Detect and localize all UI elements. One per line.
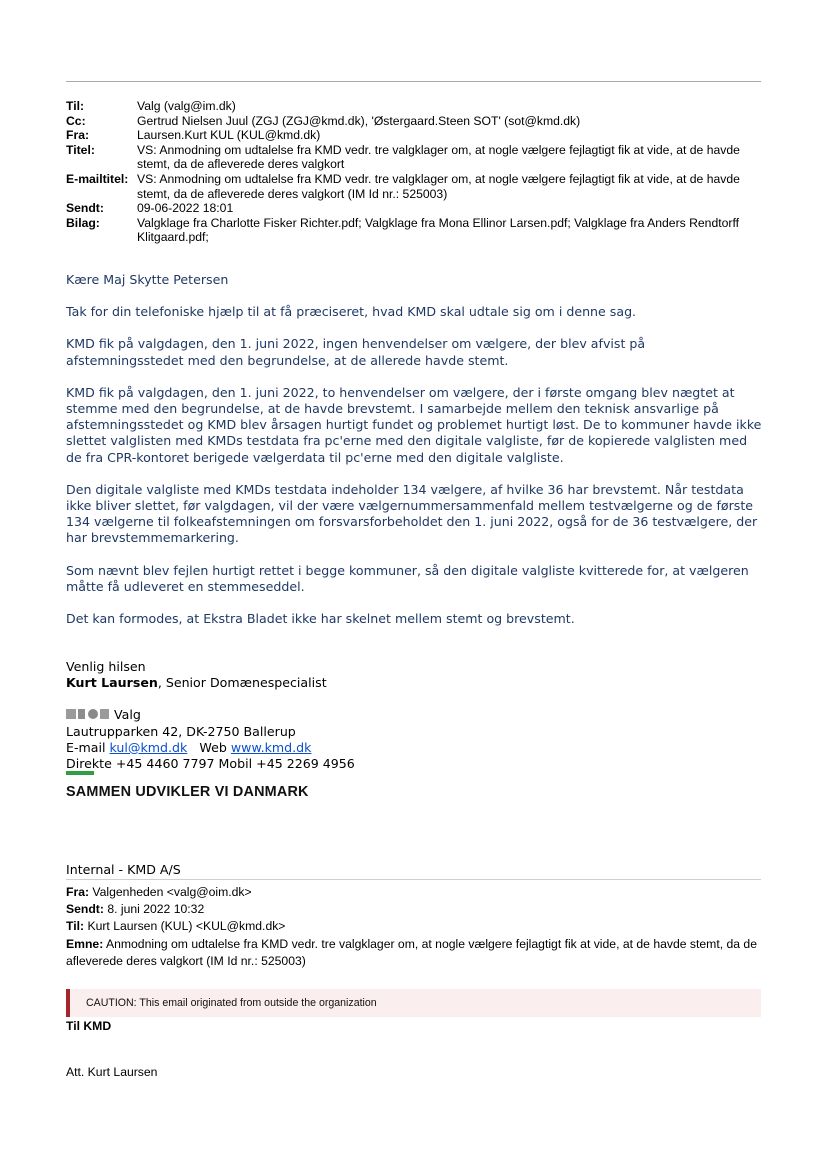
top-divider bbox=[66, 81, 761, 82]
body-paragraph: Tak for din telefoniske hjælp til at få præciseret, hvad KMD skal udtale sig om i denne sag. bbox=[66, 304, 637, 320]
forwarded-from bbox=[66, 884, 766, 901]
address: Lautrupparken 42, DK-2750 Ballerup bbox=[66, 723, 296, 739]
forwarded-to bbox=[66, 918, 766, 935]
header-value: Valg (valg@im.dk) bbox=[137, 99, 236, 113]
attention-line: Att. Kurt Laursen bbox=[66, 1065, 158, 1079]
body-paragraph: Det kan formodes, at Ekstra Bladet ikke har skelnet mellem stemt og brevstemt. bbox=[66, 611, 575, 627]
signer-title: , Senior Domænespecialist bbox=[157, 675, 327, 691]
header-row-cc bbox=[66, 114, 766, 129]
forwarded-to-value: Kurt Laursen (KUL) <KUL@kmd.dk> bbox=[87, 919, 286, 934]
header-row-email-title bbox=[66, 172, 766, 201]
email-label: E-mail bbox=[66, 739, 106, 755]
header-label: Sendt: bbox=[66, 201, 104, 216]
header-value: VS: Anmodning om udtalelse fra KMD vedr. tre valgklager om, at nogle vælgere fejlagtigt fik at vide, at de havde stemt, da de afleverede deres valgkort (IM Id nr.: 525003) bbox=[137, 171, 740, 201]
org-name: Valg bbox=[114, 707, 141, 723]
recipient-line: Til KMD bbox=[66, 1019, 112, 1033]
body-paragraph: KMD fik på valgdagen, den 1. juni 2022, to henvendelser om vælgere, der i første omgang blev nægtet at stemme med den begrundelse, at de havde brevstemt. I samarbejde mellem den teknisk ansvarlige på afstemningsstedet og KMD blev årsagen hurtigt fundet og problemet hurtigt løst. De to kommuner havde ikke slettet valglisten med KMDs testdata fra pc'erne med den digitale valgliste, før de kopierede valglisten med de fra CPR-kontoret berigede vælgerdata til pc'erne med den digitale valgliste. bbox=[66, 384, 762, 465]
org-line bbox=[66, 707, 766, 723]
slogan: SAMMEN UDVIKLER VI DANMARK bbox=[66, 784, 309, 800]
forwarded-subject-label: Emne: bbox=[66, 936, 104, 951]
header-row-sent bbox=[66, 201, 766, 216]
header-row-attachments bbox=[66, 216, 766, 245]
header-label: Fra: bbox=[66, 128, 90, 143]
forwarded-to-label: Til: bbox=[66, 919, 85, 934]
kmd-logo-icon bbox=[66, 708, 110, 720]
forwarded-from-label: Fra: bbox=[66, 885, 90, 899]
header-row-from bbox=[66, 128, 766, 143]
web-link[interactable]: www.kmd.dk bbox=[230, 739, 312, 755]
phone-line bbox=[66, 756, 766, 772]
email-header bbox=[66, 99, 766, 245]
forwarded-sent-label: Sendt: bbox=[66, 902, 104, 917]
classification-label: Internal - KMD A/S bbox=[66, 862, 181, 877]
header-row-title bbox=[66, 143, 766, 172]
caution-banner bbox=[66, 989, 761, 1017]
forwarded-from-value: Valgenheden <valg@oim.dk> bbox=[92, 885, 252, 899]
header-value: Laursen.Kurt KUL (KUL@kmd.dk) bbox=[137, 128, 321, 143]
header-value: 09-06-2022 18:01 bbox=[137, 201, 234, 216]
signature-name-line bbox=[66, 675, 766, 691]
signature bbox=[66, 659, 766, 772]
greeting: Kære Maj Skytte Petersen bbox=[66, 272, 229, 287]
classification-divider bbox=[66, 879, 761, 880]
body-paragraph: Som nævnt blev fejlen hurtigt rettet i begge kommuner, så den digitale valgliste kvitterede for, at vælgeren måtte få udleveret en stemmeseddel. bbox=[66, 562, 749, 594]
caution-text: CAUTION: This email originated from outside the organization bbox=[86, 997, 377, 1009]
header-label: E-mailtitel: bbox=[66, 171, 129, 186]
email-body bbox=[66, 272, 766, 643]
header-value: Gertrud Nielsen Juul (ZGJ (ZGJ@kmd.dk), 'Østergaard.Steen SOT' (sot@kmd.dk) bbox=[137, 113, 581, 128]
closing: Venlig hilsen bbox=[66, 659, 146, 674]
header-value: VS: Anmodning om udtalelse fra KMD vedr. tre valgklager om, at nogle vælgere fejlagtigt fik at vide, at de havde stemt, da de afleverede deres valgkort bbox=[137, 142, 740, 172]
mobile-label: Mobil bbox=[218, 756, 253, 772]
header-row-to bbox=[66, 99, 766, 114]
email-link[interactable]: kul@kmd.dk bbox=[109, 739, 188, 755]
header-label: Titel: bbox=[66, 142, 95, 157]
header-label: Cc: bbox=[66, 113, 86, 128]
forwarded-sent-value: 8. juni 2022 10:32 bbox=[107, 902, 205, 917]
phone-label: Direkte bbox=[66, 756, 112, 772]
forwarded-sent bbox=[66, 901, 766, 918]
forwarded-subject bbox=[66, 936, 766, 970]
green-accent-bar bbox=[66, 771, 94, 775]
header-label: Til: bbox=[66, 99, 85, 113]
forwarded-subject-value: Anmodning om udtalelse fra KMD vedr. tre valgklager om, at nogle vælgere fejlagtigt fik at vide, at de havde stemt, da de afleverede deres valgkort (IM Id nr.: 525003) bbox=[66, 936, 757, 968]
web-label: Web bbox=[199, 739, 227, 755]
header-label: Bilag: bbox=[66, 215, 100, 230]
body-paragraph: Den digitale valgliste med KMDs testdata indeholder 134 vælgere, af hvilke 36 har brevstemt. Når testdata ikke bliver slettet, før valgdagen, vil der være vælgernummersammenfald mellem testvælgerne og de første 134 vælgerne til folkeafstemningen om forsvarsforbeholdet den 1. juni 2022, også for de 36 testvælgere, der har brevstemmemarkering. bbox=[66, 481, 758, 546]
forwarded-header bbox=[66, 884, 766, 970]
contact-line bbox=[66, 740, 766, 756]
phone-number: +45 4460 7797 bbox=[115, 756, 215, 772]
signer-name: Kurt Laursen bbox=[66, 675, 158, 691]
mobile-number: +45 2269 4956 bbox=[256, 756, 355, 772]
body-paragraph: KMD fik på valgdagen, den 1. juni 2022, ingen henvendelser om vælgere, der blev afvist på afstemningsstedet med den begrundelse, at de allerede havde stemt. bbox=[66, 336, 646, 368]
header-value: Valgklage fra Charlotte Fisker Richter.pdf; Valgklage fra Mona Ellinor Larsen.pdf; Valgklage fra Anders Rendtorff Klitgaard.pdf; bbox=[137, 215, 740, 245]
